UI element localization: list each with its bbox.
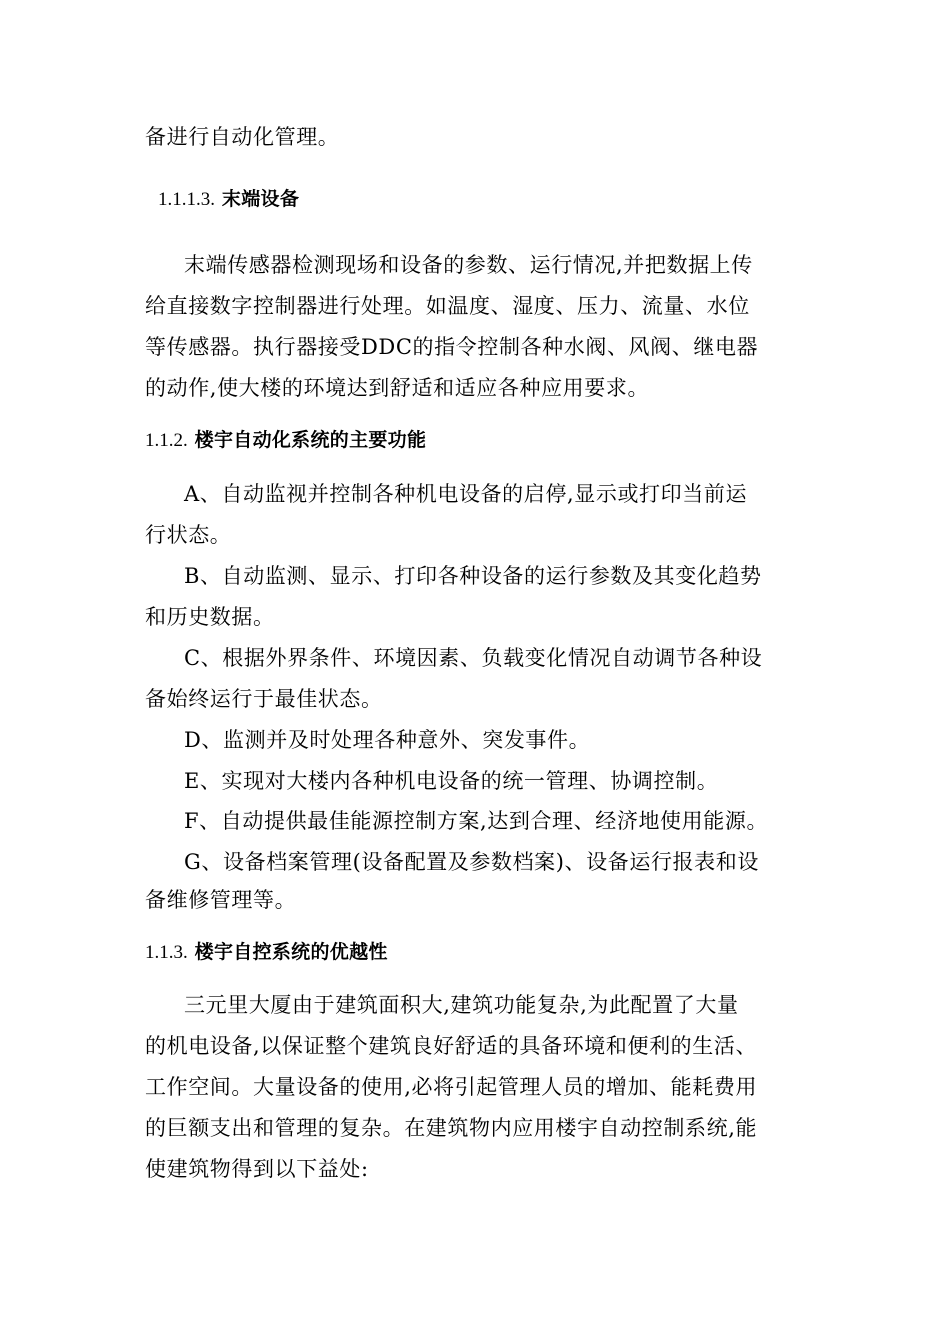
section-heading-main-functions (145, 426, 426, 455)
section-number: 1.1.1.3. (158, 189, 215, 210)
list-item-line: F、自动提供最佳能源控制方案,达到合理、经济地使用能源。 (184, 809, 769, 833)
list-item-line: A、自动监视并控制各种机电设备的启停,显示或打印当前运 (184, 482, 748, 506)
section-heading-end-devices (158, 185, 299, 214)
paragraph-line: 等传感器。执行器接受DDC的指令控制各种水阀、风阀、继电器 (145, 335, 759, 359)
paragraph-line: 工作空间。大量设备的使用,必将引起管理人员的增加、能耗费用 (145, 1075, 758, 1099)
list-item-line: D、监测并及时处理各种意外、突发事件。 (184, 728, 591, 752)
section-number: 1.1.3. (145, 942, 188, 963)
section-heading-advantages (145, 938, 388, 967)
list-item-line: C、根据外界条件、环境因素、负载变化情况自动调节各种设 (184, 646, 763, 670)
section-title: 楼宇自控系统的优越性 (194, 941, 388, 963)
list-item-line: G、设备档案管理(设备配置及参数档案)、设备运行报表和设 (184, 850, 759, 874)
list-item-line: 备维修管理等。 (145, 888, 297, 912)
list-item-line: 和历史数据。 (145, 605, 275, 629)
paragraph-line: 的巨额支出和管理的复杂。在建筑物内应用楼宇自动控制系统,能 (145, 1116, 758, 1140)
paragraph-line: 使建筑物得到以下益处: (145, 1157, 369, 1181)
paragraph-line: 末端传感器检测现场和设备的参数、运行情况,并把数据上传 (184, 253, 753, 277)
list-item-line: E、实现对大楼内各种机电设备的统一管理、协调控制。 (184, 769, 719, 793)
list-item-line: 行状态。 (145, 523, 232, 547)
paragraph-line: 三元里大厦由于建筑面积大,建筑功能复杂,为此配置了大量 (184, 993, 739, 1017)
section-title: 末端设备 (221, 188, 300, 210)
paragraph-line: 的机电设备,以保证整个建筑良好舒适的具备环境和便利的生活、 (145, 1034, 758, 1058)
paragraph-line: 备进行自动化管理。 (145, 125, 340, 149)
section-number: 1.1.2. (145, 430, 188, 451)
paragraph-line: 的动作,使大楼的环境达到舒适和适应各种应用要求。 (145, 376, 650, 400)
section-title: 楼宇自动化系统的主要功能 (194, 429, 427, 451)
list-item-line: B、自动监测、显示、打印各种设备的运行参数及其变化趋势 (184, 564, 762, 588)
paragraph-line: 给直接数字控制器进行处理。如温度、湿度、压力、流量、水位 (145, 294, 750, 318)
list-item-line: 备始终运行于最佳状态。 (145, 687, 383, 711)
